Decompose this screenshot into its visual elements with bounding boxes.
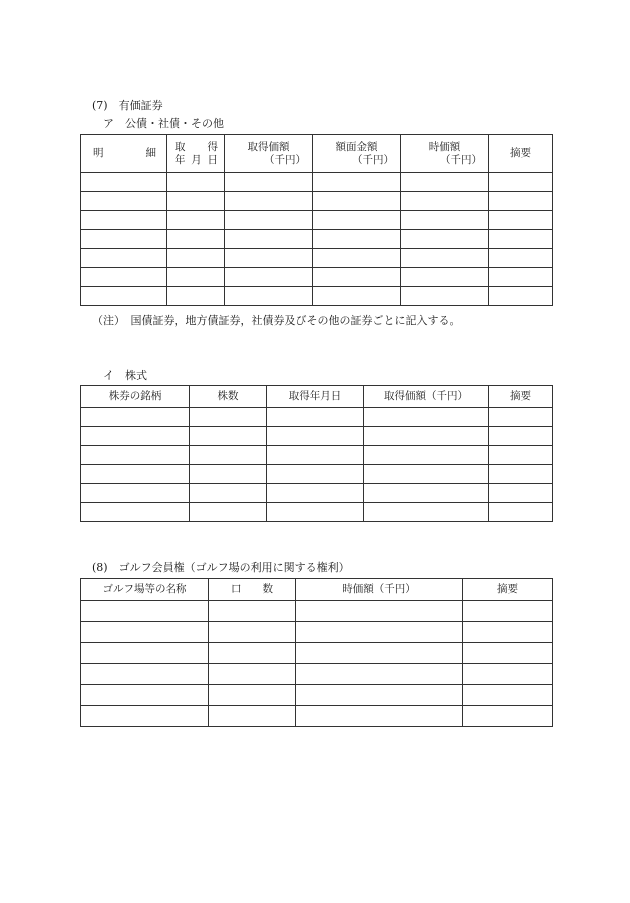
table-cell[interactable] <box>209 643 296 664</box>
table-cell[interactable] <box>167 249 225 268</box>
table-cell[interactable] <box>225 287 313 306</box>
table-cell[interactable] <box>489 408 553 427</box>
golf-membership-table <box>80 578 553 727</box>
table-cell[interactable] <box>81 643 209 664</box>
table-cell[interactable] <box>463 664 553 685</box>
table-cell[interactable] <box>296 622 463 643</box>
table-cell[interactable] <box>81 192 167 211</box>
table-cell[interactable] <box>296 706 463 727</box>
table-cell[interactable] <box>167 268 225 287</box>
bonds-table <box>80 134 553 306</box>
table-cell[interactable] <box>463 622 553 643</box>
table-cell[interactable] <box>313 192 401 211</box>
table-cell[interactable] <box>489 484 553 503</box>
table-cell[interactable] <box>81 446 190 465</box>
table-cell[interactable] <box>463 685 553 706</box>
table-row <box>81 249 553 268</box>
table-row <box>81 706 553 727</box>
table-cell[interactable] <box>463 643 553 664</box>
table-cell[interactable] <box>401 192 489 211</box>
header-face-unit: （千円） <box>352 153 394 166</box>
table-cell[interactable] <box>190 446 267 465</box>
table-cell[interactable] <box>364 408 489 427</box>
table-cell[interactable] <box>364 484 489 503</box>
table-cell[interactable] <box>364 446 489 465</box>
header-date-day: 日 <box>207 153 218 166</box>
table-cell[interactable] <box>81 465 190 484</box>
table-cell[interactable] <box>167 173 225 192</box>
table-cell[interactable] <box>489 287 553 306</box>
table-cell[interactable] <box>209 622 296 643</box>
header-remarks: 摘要 <box>463 579 553 601</box>
table-cell[interactable] <box>81 622 209 643</box>
header-market-value: 時価額（千円） <box>296 579 463 601</box>
table-cell[interactable] <box>167 211 225 230</box>
header-date-year: 年 <box>175 153 186 166</box>
table-cell[interactable] <box>313 211 401 230</box>
table-row <box>81 211 553 230</box>
table-cell[interactable] <box>313 249 401 268</box>
table-cell[interactable] <box>167 230 225 249</box>
table-cell[interactable] <box>364 427 489 446</box>
table-cell[interactable] <box>81 685 209 706</box>
table-cell[interactable] <box>489 427 553 446</box>
table-cell[interactable] <box>489 230 553 249</box>
table-row <box>81 465 553 484</box>
header-meisai-char1: 明 <box>93 147 104 159</box>
table-row <box>81 622 553 643</box>
table-cell[interactable] <box>489 268 553 287</box>
header-date-char2: 得 <box>207 140 218 153</box>
table-cell[interactable] <box>489 173 553 192</box>
table-cell[interactable] <box>313 268 401 287</box>
header-market-unit: （千円） <box>440 153 482 166</box>
header-date-month: 月 <box>191 153 202 166</box>
bonds-note: （注） 国債証券，地方債証券，社債券及びその他の証券ごとに記入する。 <box>92 314 461 327</box>
table-row <box>81 427 553 446</box>
table-cell[interactable] <box>225 268 313 287</box>
table-row <box>81 484 553 503</box>
table-cell[interactable] <box>267 484 364 503</box>
header-acquisition-cost: 取得価額（千円） <box>364 386 489 408</box>
table-cell[interactable] <box>167 192 225 211</box>
table-cell[interactable] <box>296 664 463 685</box>
table-cell[interactable] <box>364 503 489 522</box>
header-acquisition-date: 取得年月日 <box>267 386 364 408</box>
table-cell[interactable] <box>225 173 313 192</box>
table-cell[interactable] <box>489 465 553 484</box>
table-cell[interactable] <box>190 408 267 427</box>
header-acquisition-date <box>167 135 225 173</box>
table-cell[interactable] <box>296 643 463 664</box>
header-market-value <box>401 135 489 173</box>
subsection-b-heading: イ 株式 <box>103 369 147 382</box>
header-face-label: 額面金額 <box>335 140 378 153</box>
table-cell[interactable] <box>313 287 401 306</box>
header-cost-label: 取得価額 <box>247 140 290 153</box>
table-row <box>81 446 553 465</box>
table-row <box>81 643 553 664</box>
header-meisai-char2: 細 <box>145 147 156 159</box>
table-cell[interactable] <box>190 503 267 522</box>
table-cell[interactable] <box>190 484 267 503</box>
table-cell[interactable] <box>209 601 296 622</box>
table-cell[interactable] <box>81 287 167 306</box>
table-row <box>81 287 553 306</box>
table-cell[interactable] <box>313 230 401 249</box>
table-cell[interactable] <box>81 173 167 192</box>
table-row <box>81 601 553 622</box>
table-cell[interactable] <box>401 268 489 287</box>
header-acquisition-cost <box>225 135 313 173</box>
table-cell[interactable] <box>296 601 463 622</box>
table-cell[interactable] <box>489 503 553 522</box>
table-row <box>81 685 553 706</box>
header-date-char1: 取 <box>175 140 186 153</box>
table-cell[interactable] <box>225 192 313 211</box>
table-cell[interactable] <box>81 408 190 427</box>
table-row <box>81 192 553 211</box>
table-cell[interactable] <box>401 249 489 268</box>
table-cell[interactable] <box>225 249 313 268</box>
table-row <box>81 408 553 427</box>
stocks-table <box>80 385 553 522</box>
table-row <box>81 268 553 287</box>
header-meisai <box>81 135 167 173</box>
table-cell[interactable] <box>81 706 209 727</box>
table-cell[interactable] <box>401 230 489 249</box>
table-cell[interactable] <box>267 427 364 446</box>
table-cell[interactable] <box>267 446 364 465</box>
table-cell[interactable] <box>401 173 489 192</box>
header-remarks: 摘要 <box>489 135 553 173</box>
table-cell[interactable] <box>209 685 296 706</box>
table-cell[interactable] <box>489 249 553 268</box>
table-cell[interactable] <box>267 408 364 427</box>
section-7-heading: (7) 有価証券 <box>92 99 163 112</box>
table-cell[interactable] <box>81 484 190 503</box>
table-cell[interactable] <box>489 446 553 465</box>
table-cell[interactable] <box>489 211 553 230</box>
header-cost-unit: （千円） <box>264 153 306 166</box>
table-cell[interactable] <box>267 465 364 484</box>
header-market-label: 時価額 <box>428 140 461 153</box>
table-cell[interactable] <box>190 427 267 446</box>
table-cell[interactable] <box>81 664 209 685</box>
table-cell[interactable] <box>489 192 553 211</box>
table-row <box>81 173 553 192</box>
table-row <box>81 664 553 685</box>
header-stock-name: 株券の銘柄 <box>81 386 190 408</box>
header-golf-course-name: ゴルフ場等の名称 <box>81 579 209 601</box>
table-cell[interactable] <box>81 268 167 287</box>
table-cell[interactable] <box>225 230 313 249</box>
table-cell[interactable] <box>81 427 190 446</box>
table-cell[interactable] <box>81 503 190 522</box>
header-units: 口 数 <box>209 579 296 601</box>
section-8-heading: (8) ゴルフ会員権（ゴルフ場の利用に関する権利） <box>92 561 350 574</box>
table-cell[interactable] <box>190 465 267 484</box>
subsection-a-heading: ア 公債・社債・その他 <box>103 117 224 130</box>
table-cell[interactable] <box>463 706 553 727</box>
header-remarks: 摘要 <box>489 386 553 408</box>
table-cell[interactable] <box>225 211 313 230</box>
header-share-count: 株数 <box>190 386 267 408</box>
table-cell[interactable] <box>401 211 489 230</box>
table-cell[interactable] <box>296 685 463 706</box>
table-cell[interactable] <box>209 664 296 685</box>
table-cell[interactable] <box>313 173 401 192</box>
table-row <box>81 230 553 249</box>
table-cell[interactable] <box>463 601 553 622</box>
table-cell[interactable] <box>81 249 167 268</box>
table-cell[interactable] <box>167 287 225 306</box>
table-cell[interactable] <box>81 601 209 622</box>
table-cell[interactable] <box>81 211 167 230</box>
table-cell[interactable] <box>81 230 167 249</box>
table-cell[interactable] <box>401 287 489 306</box>
table-cell[interactable] <box>267 503 364 522</box>
table-cell[interactable] <box>209 706 296 727</box>
table-cell[interactable] <box>364 465 489 484</box>
table-row <box>81 503 553 522</box>
header-face-value <box>313 135 401 173</box>
